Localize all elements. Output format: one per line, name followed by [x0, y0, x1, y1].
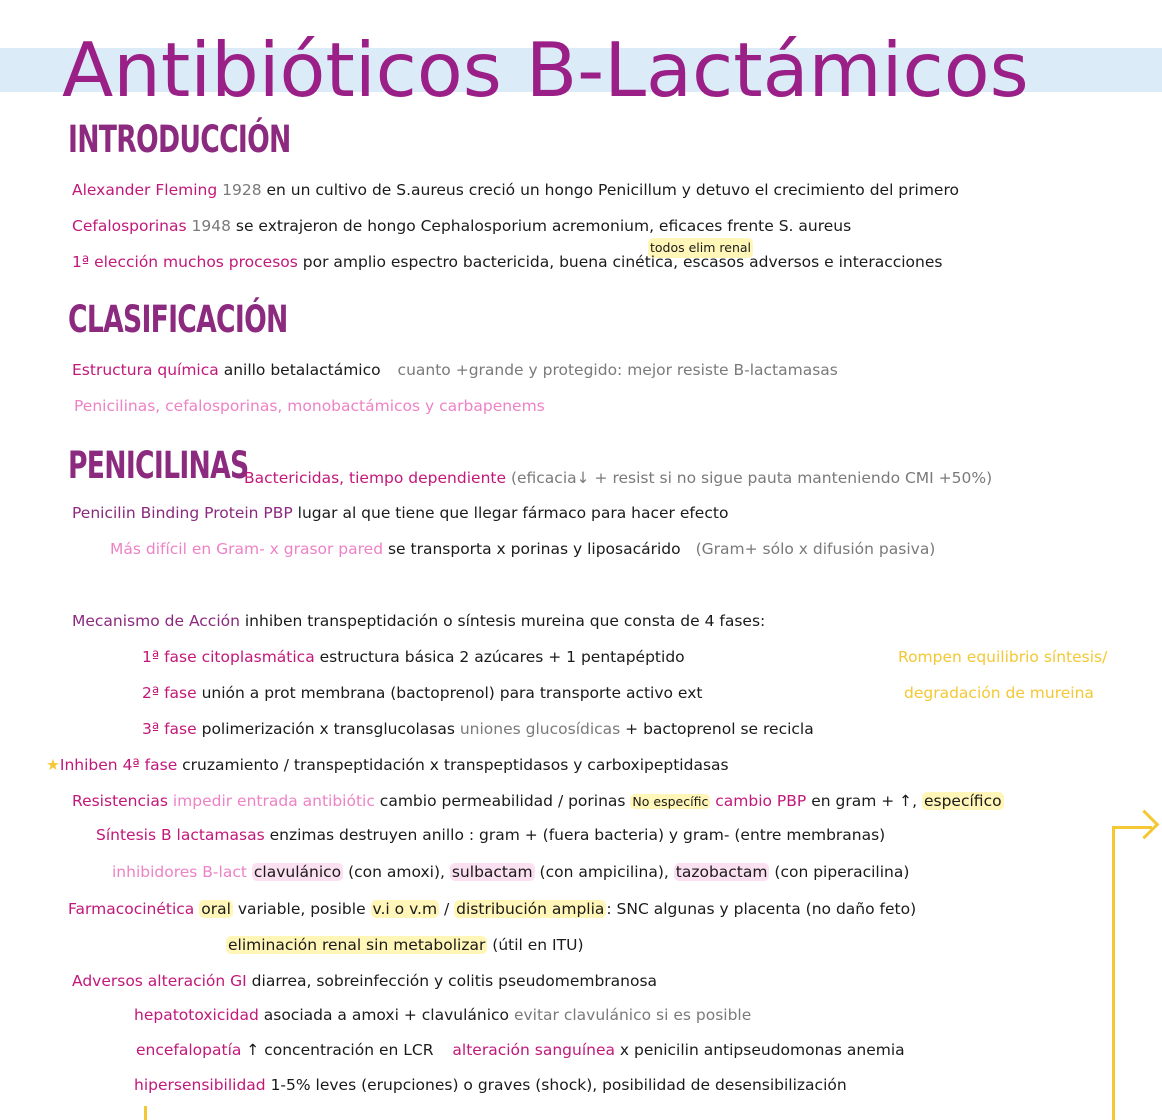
penic-header-line — [244, 468, 992, 488]
fleming-name: Alexander Fleming — [72, 181, 218, 199]
penic-line-adversos — [72, 971, 657, 991]
gram-text: se transporta x porinas y liposacárido — [383, 540, 681, 558]
side-note-2: degradación de mureina — [904, 684, 1094, 702]
fase-4-text: cruzamiento / transpeptidación x transpeptidasos y carboxipeptidasas — [177, 756, 729, 774]
farmacocinetica-label: Farmacocinética — [68, 900, 195, 918]
penic-line-mecanismo — [72, 611, 765, 631]
clavulanico-note: (con amoxi), — [343, 863, 450, 881]
side-note-1: Rompen equilibrio síntesis/ — [898, 648, 1108, 666]
resistencias-gram: en gram + ↑, — [806, 792, 922, 810]
eliminacion-highlight: eliminación renal sin metabolizar — [228, 936, 486, 954]
fleming-text: en un cultivo de S.aureus creció un hongo Penicillum y detuvo el crecimiento del primero — [261, 181, 959, 199]
hepatotoxicidad-note: evitar clavulánico si es posible — [509, 1006, 752, 1024]
eleccion-text: por amplio espectro bactericida, buena cinética, escasos adversos e interacciones — [297, 253, 943, 271]
sulbactam: sulbactam — [451, 863, 533, 881]
estructura-label: Estructura química — [72, 361, 219, 379]
penic-line-eliminacion — [226, 935, 584, 955]
hipersensibilidad-text: 1-5% leves (erupciones) o graves (shock), posibilidad de desensibilización — [265, 1076, 847, 1094]
gram-label: Más difícil en Gram- x grasor pared — [110, 540, 384, 558]
penic-line-inhibidores — [112, 862, 909, 882]
distribucion-highlight: distribución amplia — [456, 900, 605, 918]
renal-note: todos elim renal — [648, 238, 753, 258]
bactericidas-label: Bactericidas, tiempo dependiente — [244, 469, 507, 487]
cefalosporinas-year: 1948 — [191, 217, 231, 235]
lactamasas-text: enzimas destruyen anillo : gram + (fuera bacteria) y gram- (entre membranas) — [264, 826, 886, 844]
clavulanico: clavulánico — [253, 863, 342, 881]
encefalopatia-label: encefalopatía — [136, 1041, 242, 1059]
intro-line-fleming — [72, 180, 959, 200]
fase-1-text: estructura básica 2 azúcares + 1 pentapéptido — [314, 648, 685, 666]
penic-line-lactamasas — [96, 825, 885, 845]
oral-text: variable, posible — [232, 900, 371, 918]
star-icon: ★ — [46, 756, 60, 774]
adverso-encefalopatia — [136, 1040, 905, 1060]
resistencias-no-especific: No específic — [632, 794, 709, 809]
adverso-hipersensibilidad — [134, 1075, 847, 1095]
inhibidores-label: inhibidores B-lact — [112, 863, 247, 881]
fase-3-text: polimerización x transglucolasas — [196, 720, 455, 738]
arrow-line-vertical — [1112, 828, 1115, 1120]
pbp-text: lugar al que tiene que llegar fármaco para hacer efecto — [292, 504, 729, 522]
adversos-text: diarrea, sobreinfección y colitis pseudomembranosa — [246, 972, 658, 990]
tazobactam-note: (con piperacilina) — [769, 863, 910, 881]
resistencias-entrada: impedir entrada antibiótic — [167, 792, 375, 810]
fleming-year: 1928 — [222, 181, 262, 199]
intro-line-eleccion — [72, 252, 942, 272]
section-heading-clasificacion: CLASIFICACIÓN — [68, 298, 288, 341]
arrow-right-icon — [1130, 810, 1160, 840]
intro-line-cefalosporinas — [72, 216, 851, 236]
section-heading-penicilinas: PENICILINAS — [68, 444, 249, 487]
fase-1 — [142, 647, 685, 667]
fase-3 — [142, 719, 814, 739]
vi-vm-highlight: v.i o v.m — [372, 900, 438, 918]
resistencias-especifico: específico — [923, 792, 1002, 810]
estructura-text: anillo betalactámico — [218, 361, 381, 379]
section-heading-intro: INTRODUCCIÓN — [68, 118, 291, 161]
sanguinea-label: alteración sanguínea — [452, 1041, 615, 1059]
sulbactam-note: (con ampicilina), — [534, 863, 674, 881]
hepatotoxicidad-text: asociada a amoxi + clavulánico — [258, 1006, 510, 1024]
cefalosporinas-text: se extrajeron de hongo Cephalosporium acremonium, eficaces frente S. aureus — [230, 217, 852, 235]
oral-highlight: oral — [201, 900, 231, 918]
penic-line-resistencias — [72, 791, 1004, 812]
fase-3-tail: + bactoprenol se recicla — [620, 720, 814, 738]
hipersensibilidad-label: hipersensibilidad — [134, 1076, 266, 1094]
fase-2-text: unión a prot membrana (bactoprenol) para transporte activo ext — [196, 684, 703, 702]
resistencias-permeabilidad: cambio permeabilidad / porinas — [374, 792, 631, 810]
mecanismo-label: Mecanismo de Acción — [72, 612, 240, 630]
resistencias-pbp: cambio PBP — [710, 792, 807, 810]
mecanismo-text: inhiben transpeptidación o síntesis mureina que consta de 4 fases: — [239, 612, 766, 630]
penic-line-gram — [110, 539, 935, 559]
sanguinea-text: x penicilin antipseudomonas anemia — [614, 1041, 905, 1059]
encefalopatia-text: ↑ concentración en LCR — [241, 1041, 434, 1059]
adversos-label: Adversos alteración GI — [72, 972, 247, 990]
tazobactam: tazobactam — [675, 863, 768, 881]
fase-2-label: 2ª fase — [142, 684, 197, 702]
clasif-types: Penicilinas, cefalosporinas, monobactámicos y carbapenems — [74, 397, 545, 415]
fase-1-label: 1ª fase citoplasmática — [142, 648, 315, 666]
penic-line-pbp — [72, 503, 728, 523]
distribucion-text: : SNC algunas y placenta (no daño feto) — [606, 900, 917, 918]
eliminacion-text: (útil en ITU) — [487, 936, 584, 954]
fase-2 — [142, 683, 702, 703]
hepatotoxicidad-label: hepatotoxicidad — [134, 1006, 259, 1024]
fase-3-label: 3ª fase — [142, 720, 197, 738]
penic-line-farmacocinetica — [68, 899, 916, 919]
page-title: Antibióticos B-Lactámicos — [62, 26, 1029, 114]
clasif-line-estructura — [72, 360, 838, 380]
lactamasas-label: Síntesis B lactamasas — [96, 826, 265, 844]
inhiben-label: Inhiben — [59, 756, 118, 774]
separator: / — [439, 900, 455, 918]
bactericidas-note: (eficacia↓ + resist si no sigue pauta manteniendo CMI +50%) — [506, 469, 993, 487]
gram-note: (Gram+ sólo x difusión pasiva) — [695, 540, 936, 558]
adverso-hepatotoxicidad — [134, 1005, 751, 1025]
pbp-label: Penicilin Binding Protein PBP — [72, 504, 293, 522]
fase-4 — [46, 755, 729, 775]
fase-3-note: uniones glucosídicas — [454, 720, 621, 738]
fase-4-label: 4ª fase — [117, 756, 178, 774]
bracket-mark — [144, 1106, 147, 1120]
eleccion-label: 1ª elección muchos procesos — [72, 253, 298, 271]
resistencias-label: Resistencias — [72, 792, 168, 810]
estructura-note: cuanto +grande y protegido: mejor resiste B-lactamasas — [397, 361, 838, 379]
cefalosporinas-label: Cefalosporinas — [72, 217, 187, 235]
